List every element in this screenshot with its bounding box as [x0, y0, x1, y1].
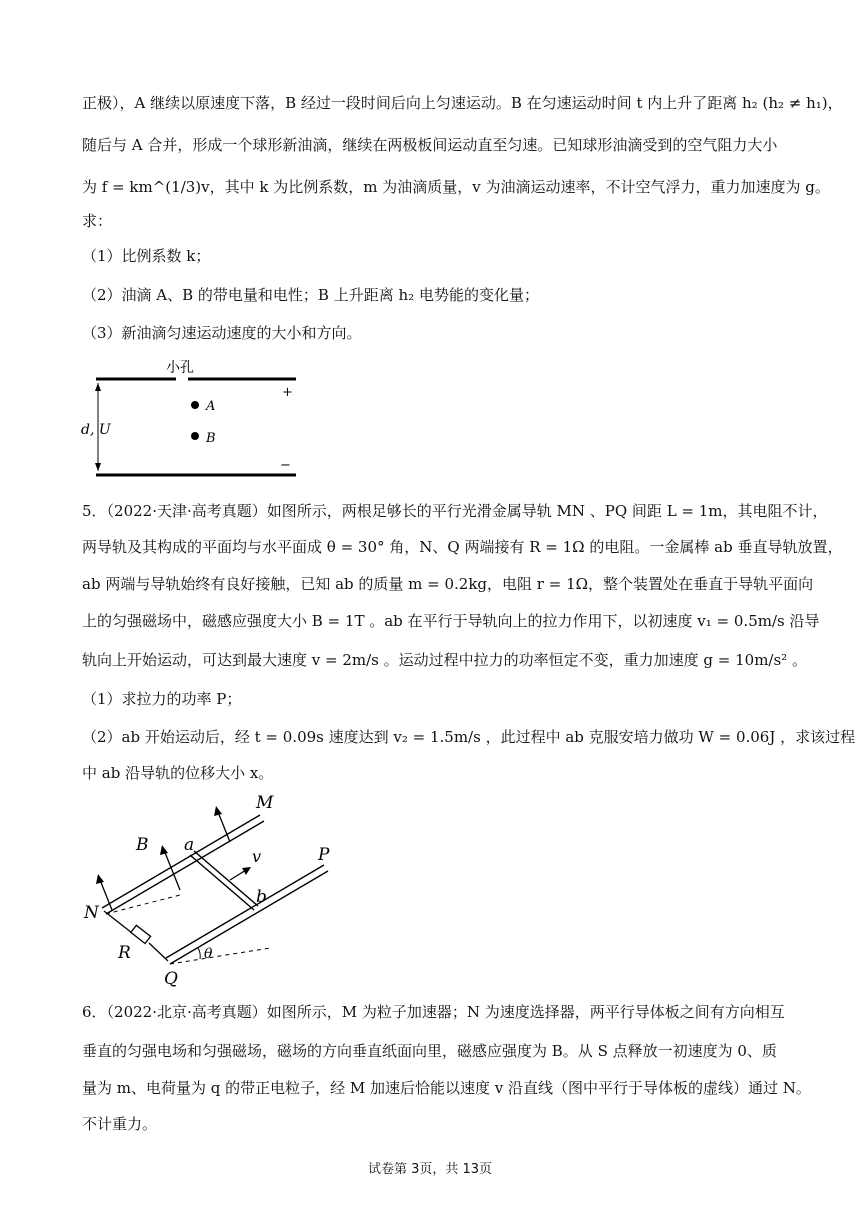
- plus-sign: +: [282, 385, 293, 400]
- p4-q2: （2）油滴 A、B 的带电量和电性；B 上升距离 h₂ 电势能的变化量；: [82, 286, 539, 304]
- p5-line3: ab 两端与导轨始终有良好接触，已知 ab 的质量 m = 0.2kg，电阻 r = 1Ω，整个装置处在垂直于导轨平面向: [82, 575, 814, 593]
- dim-label: d, U: [81, 422, 111, 438]
- drop-a-label: A: [206, 399, 216, 414]
- p6-line2: 垂直的匀强电场和匀强磁场，磁场的方向垂直纸面向里，磁感应强度为 B。从 S 点释放一初速度为 0、质: [82, 1042, 777, 1060]
- label-Q: Q: [164, 969, 178, 989]
- page-footer: 试卷第 3页，共 13页: [367, 1162, 493, 1177]
- p4-line2: 随后与 A 合并，形成一个球形新油滴，继续在两极板间运动直至匀速。已知球形油滴受到的空气阻力大小: [82, 136, 778, 154]
- label-v: v: [252, 847, 262, 866]
- p5-q1: （1）求拉力的功率 P；: [82, 690, 242, 708]
- p5-q2: （2）ab 开始运动后，经 t = 0.09s 速度达到 v₂ = 1.5m/s ，此过程中 ab 克服安培力做功 W = 0.06J ，求该过程: [82, 728, 856, 746]
- capacitor-figure: [78, 356, 308, 484]
- label-theta: θ: [204, 946, 213, 962]
- label-M: M: [256, 793, 274, 813]
- rails-figure: [80, 790, 350, 990]
- label-b: b: [256, 887, 267, 907]
- drop-b-label: B: [206, 431, 216, 446]
- p4-q3: （3）新油滴匀速运动速度的大小和方向。: [82, 324, 362, 342]
- p4-line1: 正极），A 继续以原速度下落，B 经过一段时间后向上匀速运动。B 在匀速运动时间 t 内上升了距离 h₂ (h₂ ≠ h₁)，: [82, 94, 843, 112]
- minus-sign: −: [280, 458, 291, 473]
- p4-line4: 求：: [82, 212, 113, 230]
- label-N: N: [84, 903, 99, 923]
- p5-line4: 上的匀强磁场中，磁感应强度大小 B = 1T 。ab 在平行于导轨向上的拉力作用下，以初速度 v₁ = 0.5m/s 沿导: [82, 612, 820, 630]
- p6-line3: 量为 m、电荷量为 q 的带正电粒子，经 M 加速后恰能以速度 v 沿直线（图中平行于导体板的虚线）通过 N。: [82, 1079, 811, 1097]
- p4-line3: 为 f = km^(1/3)v，其中 k 为比例系数，m 为油滴质量，v 为油滴运动速率，不计空气浮力，重力加速度为 g。: [82, 178, 830, 196]
- p5-line5: 轨向上开始运动，可达到最大速度 v = 2m/s 。运动过程中拉力的功率恒定不变，重力加速度 g = 10m/s² 。: [82, 651, 807, 669]
- label-P: P: [318, 845, 330, 865]
- label-B: B: [136, 835, 149, 855]
- p5-line2: 两导轨及其构成的平面均与水平面成 θ = 30° 角，N、Q 两端接有 R = 1Ω 的电阻。一金属棒 ab 垂直导轨放置，: [82, 538, 843, 556]
- drop-b: [191, 432, 199, 440]
- p5-q3: 中 ab 沿导轨的位移大小 x。: [82, 764, 274, 782]
- p6-line1: 6．（2022·北京·高考真题）如图所示，M 为粒子加速器；N 为速度选择器，两平行导体板之间有方向相互: [82, 1003, 785, 1021]
- p5-line1: 5．（2022·天津·高考真题）如图所示，两根足够长的平行光滑金属导轨 MN 、PQ 间距 L = 1m，其电阻不计，: [82, 502, 828, 520]
- label-a: a: [184, 835, 195, 855]
- hole-label: 小孔: [166, 360, 194, 376]
- p6-line4: 不计重力。: [82, 1115, 158, 1133]
- label-R: R: [118, 943, 131, 963]
- drop-a: [191, 401, 199, 409]
- p4-q1: （1）比例系数 k；: [82, 247, 211, 265]
